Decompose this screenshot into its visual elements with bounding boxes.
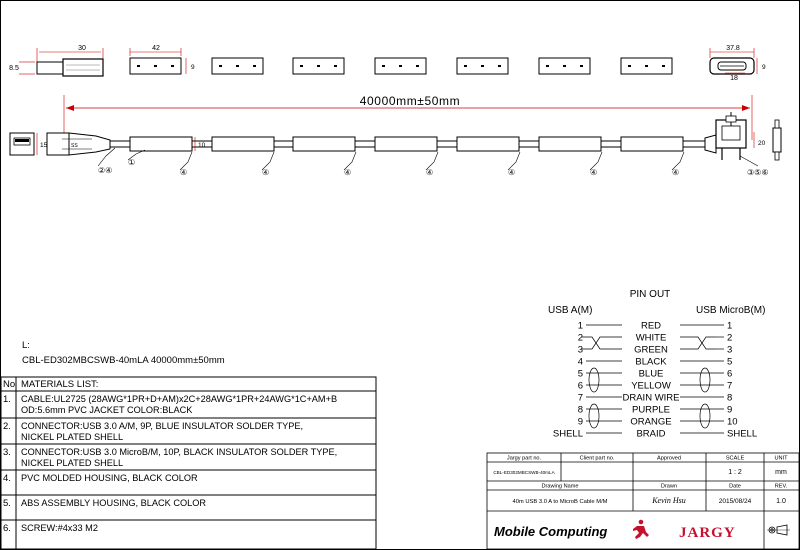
pinout-right-pin: 10 bbox=[727, 416, 738, 428]
pinout-wire-color: PURPLE bbox=[631, 404, 671, 416]
ferrite-sleeve-top-row bbox=[130, 45, 672, 74]
pinout-left-pin: SHELL bbox=[552, 428, 583, 440]
usb-a-plug-dim: 15 bbox=[40, 142, 48, 149]
balloon-sleeve-5: ④ bbox=[508, 168, 516, 177]
tb-scale-header: SCALE bbox=[725, 455, 745, 462]
pinout-right-pin: 7 bbox=[727, 380, 733, 392]
material-no: 3. bbox=[3, 447, 11, 458]
usb-a-side-view bbox=[9, 45, 103, 76]
balloon-sleeve-3: ④ bbox=[344, 168, 352, 177]
tb-drawing-name: 40m USB 3.0 A to MicroB Cable M/M bbox=[512, 499, 608, 505]
tb-drawn-header: Drawn bbox=[660, 483, 678, 490]
pinout-right-pin: 1 bbox=[727, 320, 733, 332]
logo-jargy: JARGY bbox=[679, 525, 736, 541]
tb-unit-header: UNIT bbox=[774, 455, 788, 462]
pinout-right-header: USB MicroB(M) bbox=[696, 305, 766, 316]
material-no: 6. bbox=[3, 523, 11, 534]
balloon-sleeve-1: ④ bbox=[180, 168, 188, 177]
logo-mobile-computing: Mobile Computing bbox=[494, 524, 608, 539]
tb-jargy-part-header: Jargy part no. bbox=[506, 455, 542, 462]
pinout-wire-color: BLUE bbox=[638, 368, 664, 380]
tb-rev-header: REV. bbox=[774, 483, 788, 490]
pinout-right-pin: 5 bbox=[727, 356, 733, 368]
usb-a-height-dim: 8.5 bbox=[9, 65, 19, 72]
balloon-sleeve-2: ④ bbox=[262, 168, 270, 177]
tb-approved-header: Approved bbox=[657, 455, 681, 462]
material-desc-line2: OD:5.6mm PVC JACKET COLOR:BLACK bbox=[21, 405, 193, 415]
pinout-right-pin: 9 bbox=[727, 404, 733, 416]
part-length-note: CBL-ED302MBCSWB-40mLA 40000mm±50mm bbox=[22, 355, 225, 366]
pinout-left-pin: 2 bbox=[577, 332, 583, 344]
materials-title: MATERIALS LIST: bbox=[21, 379, 99, 390]
microb-height-dim: 9 bbox=[762, 64, 766, 71]
overall-length-dimension bbox=[64, 94, 752, 140]
material-desc-line1: PVC MOLDED HOUSING, BLACK COLOR bbox=[21, 473, 198, 483]
balloon-sleeve-4: ④ bbox=[426, 168, 434, 177]
pinout-wire-color: YELLOW bbox=[631, 380, 671, 392]
microb-inner-dim: 18 bbox=[730, 75, 738, 82]
pinout-wire-color: WHITE bbox=[635, 332, 667, 344]
materials-no-header: No bbox=[3, 379, 16, 390]
tb-date-header: Date bbox=[729, 483, 741, 490]
microb-top-view bbox=[710, 45, 766, 82]
pinout-right-pin: 2 bbox=[727, 332, 733, 344]
material-desc-line2: NICKEL PLATED SHELL bbox=[21, 458, 124, 468]
pinout-wire-color: GREEN bbox=[634, 344, 668, 356]
cable-od-dim: 10 bbox=[198, 142, 206, 149]
pinout-right-pin: SHELL bbox=[727, 428, 758, 440]
length-prefix: L: bbox=[22, 340, 30, 351]
balloon-microb: ③⑤⑥ bbox=[747, 168, 769, 177]
material-no: 1. bbox=[3, 394, 11, 405]
runner-icon bbox=[633, 520, 649, 539]
material-no: 5. bbox=[3, 498, 11, 509]
pinout-left-header: USB A(M) bbox=[548, 305, 593, 316]
material-no: 2. bbox=[3, 421, 11, 432]
pinout-left-pin: 1 bbox=[577, 320, 583, 332]
pinout-left-pin: 5 bbox=[577, 368, 583, 380]
pinout-title: PIN OUT bbox=[629, 289, 671, 300]
pinout-right-pin: 8 bbox=[727, 392, 733, 404]
pinout-wire-color: DRAIN WIRE bbox=[622, 392, 680, 404]
pinout-left-pin: 3 bbox=[577, 344, 583, 356]
balloon-usb-a: ②④ bbox=[98, 166, 113, 175]
tb-drawing-name-header: Drawing Name bbox=[541, 483, 579, 490]
balloon-sleeve-7: ④ bbox=[672, 168, 680, 177]
material-desc-line1: CONNECTOR:USB 3.0 MicroB/M, 10P, BLACK INSULATOR SOLDER TYPE, bbox=[21, 447, 338, 457]
pinout-wire-color: RED bbox=[640, 320, 662, 332]
pinout-right-pin: 6 bbox=[727, 368, 733, 380]
tb-unit: mm bbox=[775, 469, 787, 476]
balloon-cable: ① bbox=[128, 158, 136, 167]
usb-a-width-dim: 30 bbox=[78, 45, 86, 52]
pinout-wire-color: BLACK bbox=[635, 356, 667, 368]
cable-assembly bbox=[10, 112, 781, 160]
tb-client-part-header: Client part no. bbox=[579, 455, 615, 462]
balloon-sleeve-6: ④ bbox=[590, 168, 598, 177]
material-desc-line1: SCREW:#4x33 M2 bbox=[21, 523, 98, 533]
microb-side-dim: 20 bbox=[758, 140, 766, 147]
material-desc-line1: CABLE:UL2725 (28AWG*1PR+D+AM)x2C+28AWG*1PR+24AWG*1C+AM+B bbox=[21, 394, 338, 404]
tb-rev: 1.0 bbox=[776, 498, 786, 505]
projection-symbol-icon bbox=[767, 525, 790, 535]
pinout-left-pin: 7 bbox=[577, 392, 583, 404]
pinout-diagram bbox=[548, 289, 765, 440]
pinout-left-pin: 8 bbox=[577, 404, 583, 416]
pinout-wire-color: BRAID bbox=[636, 428, 666, 440]
pinout-right-pin: 3 bbox=[727, 344, 733, 356]
tb-jargy-part: CBL-ED302MBCSWB-40mLA bbox=[493, 470, 555, 475]
material-desc-line2: NICKEL PLATED SHELL bbox=[21, 432, 124, 442]
pinout-left-pin: 6 bbox=[577, 380, 583, 392]
pinout-left-pin: 9 bbox=[577, 416, 583, 428]
material-no: 4. bbox=[3, 473, 11, 484]
pinout-left-pin: 4 bbox=[577, 356, 583, 368]
material-desc-line1: CONNECTOR:USB 3.0 A/M, 9P, BLUE INSULATOR SOLDER TYPE, bbox=[21, 421, 304, 431]
sleeve-diameter-dim: 9 bbox=[191, 64, 195, 71]
overall-length-label: 40000mm±50mm bbox=[359, 94, 461, 108]
tb-scale: 1 : 2 bbox=[728, 469, 742, 476]
tb-date: 2015/08/24 bbox=[718, 498, 752, 505]
pinout-wire-color: ORANGE bbox=[630, 416, 672, 428]
sleeve-length-dim: 42 bbox=[152, 45, 160, 52]
svg-text:SS: SS bbox=[71, 143, 78, 149]
tb-drawn-by: Kevin Hsu bbox=[652, 496, 686, 505]
microb-width-dim: 37.8 bbox=[726, 45, 740, 52]
material-desc-line1: ABS ASSEMBLY HOUSING, BLACK COLOR bbox=[21, 498, 206, 508]
